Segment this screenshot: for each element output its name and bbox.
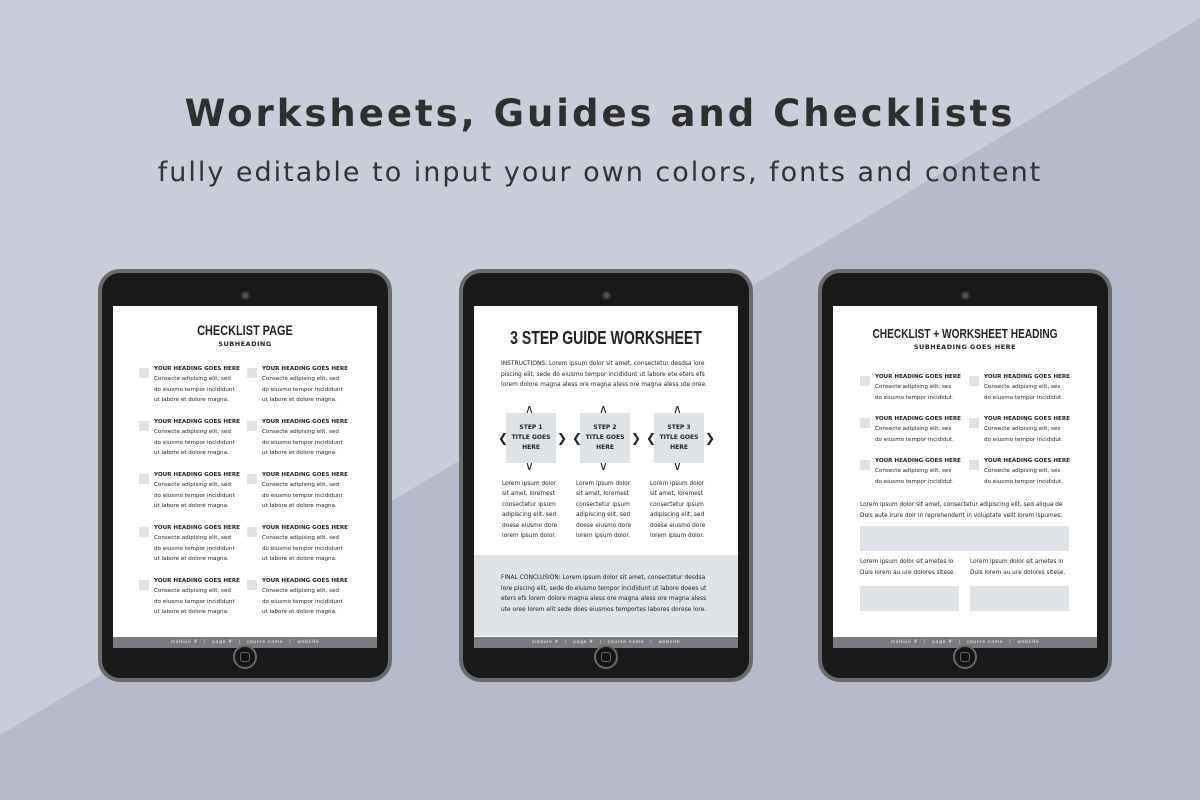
checklist-item [969,457,1079,487]
step-description-line: doese eiusmo dore [650,522,706,529]
footer-item: page # [212,640,233,645]
checklist-item [139,524,249,565]
tablet-checklist [98,269,392,682]
checklist-item [860,457,970,487]
checklist-item [139,365,249,406]
step-label-line: STEP 1 [519,424,543,431]
checklist-item [247,418,357,459]
hero-subtitle: fully editable to input your own colors, fonts and content [157,157,1043,188]
footer-separator: | [650,640,653,645]
item-line: Consecte adipising elit, ses [875,426,952,432]
checkbox[interactable] [139,474,149,484]
input-box[interactable] [970,586,1069,611]
instructions [501,359,721,391]
step-description-line: Lorem ipsum dolor [502,481,557,487]
item-line: Consecte adipising elit, sed [154,588,231,594]
item-heading: YOUR HEADING GOES HERE [262,472,348,478]
step-description-line: sit amet, loremest [502,491,555,498]
chevron-left-icon: ❮ [646,431,657,445]
item-line: do eiusmo tempor incididunt [154,439,235,446]
right-column-text [970,557,1070,578]
camera-icon [602,291,611,300]
footer-item: module # [531,640,559,645]
item-line: do eiusmo tempor incididunt [262,545,343,552]
home-button[interactable] [594,645,618,669]
footer-item: module # [170,640,198,645]
step-description-line: adipiscing elit, sed [502,512,557,519]
footer-item: course name [607,640,645,645]
item-line: Consecte adipising elit, sed [262,535,339,541]
paragraph-line: Duis lorem au ure dolores sitese. [970,569,1066,576]
item-heading: YOUR HEADING GOES HERE [875,458,961,464]
item-heading: YOUR HEADING GOES HERE [154,419,240,425]
step-description-line: adipiscing elit, sed [576,512,631,519]
item-line: do eiusmo tempor incididut. [875,394,954,401]
step-description-line: lorem ipsum dolor. [650,533,705,540]
step-description-line: sit amet, loremest [576,491,629,498]
step-description-line: consectetur ipsum [502,501,556,508]
step-label-line: HERE [596,444,614,451]
item-line: do eiusmo tempor incididunt [154,545,235,552]
step-label [512,423,551,453]
instructions-line: lorem dolore magna aless ore magna aless ore magna aless ute oree. [501,382,708,388]
item-line: Consecte adipising elit, ses [984,426,1061,432]
item-line: ut labore et dolore magna. [262,503,337,509]
item-line: do eiusmo tempor incididut. [875,478,954,485]
tablet-step-guide [459,269,753,682]
checklist-item-text [262,524,357,565]
footer-separator: | [599,640,602,645]
item-heading: YOUR HEADING GOES HERE [984,458,1070,464]
chevron-left-icon: ❮ [572,431,583,445]
chevron-right-icon: ❯ [705,431,716,445]
checklist-item [860,373,970,403]
chevron-up-icon: ∧ [525,402,534,416]
item-line: do eiusmo tempor incididunt [262,492,343,499]
paragraph-line: Lorem ipsum dolor sit amet, consectetur adipiscing elit, sed aliqua de [860,502,1063,508]
item-heading: YOUR HEADING GOES HERE [154,366,240,372]
checkbox[interactable] [969,376,979,386]
step-description-line: lorem ipsum dolor. [502,533,557,540]
step-label [586,423,625,453]
step-guide-screen [474,306,738,648]
checklist-item-text [875,457,970,487]
step-description [650,479,716,541]
footer-separator: | [924,640,927,645]
footer-item: course name [966,640,1004,645]
chevron-down-icon: ∨ [599,459,608,473]
checklist-worksheet-subheading: SUBHEADING GOES HERE [913,343,1017,351]
checklist-item [860,415,970,445]
item-line: Consecte adipising elit, sed [262,429,339,435]
paragraph-line: Duis lorem au ure dolores sitese. [860,569,956,576]
checkbox[interactable] [139,368,149,378]
checklist-item-text [984,457,1079,487]
item-line: Consecte adipising elit, sed [262,376,339,382]
item-line: Consecte adipising elit, ses [875,468,952,474]
chevron-right-icon: ❯ [631,431,642,445]
item-line: do eiusmo tempor incididut. [875,436,954,443]
step-description [502,479,568,541]
item-line: do eiusmo tempor incididunt [154,386,235,393]
checklist-item [247,524,357,565]
checklist-item-text [984,415,1079,445]
step-label-line: TITLE GOES [659,434,699,441]
checkbox[interactable] [860,376,870,386]
item-line: Consecte adipising elit, sed [262,588,339,594]
step-description-line: doese eiusmo dore [502,522,558,529]
step-label-line: HERE [670,444,688,451]
item-line: do eiusmo tempor incididut. [984,436,1063,443]
checklist-item [247,365,357,406]
item-line: do eiusmo tempor incididunt [154,492,235,499]
chevron-up-icon: ∧ [599,402,608,416]
chevron-right-icon: ❯ [557,431,568,445]
item-line: Consecte adipising elit, sed [154,482,231,488]
paragraph-line: Lorem ipsum dolor sit ametes lo [970,559,1064,565]
step-label-line: TITLE GOES [511,434,551,441]
conclusion-line: lore piscing elit, sede do eiusmo tempor incididunt ut labore doees ut [501,585,707,592]
conclusion-line: FINAL CONCLUSION: Lorem ipsum dolor sit amet, consectetur desdsa [501,575,706,581]
checkbox[interactable] [969,418,979,428]
checkbox[interactable] [139,527,149,537]
checklist-item-text [875,373,970,403]
chevron-down-icon: ∨ [525,459,534,473]
item-heading: YOUR HEADING GOES HERE [984,416,1070,422]
item-line: ut labore et dolore magna. [154,503,229,509]
hero-title: Worksheets, Guides and Checklists [184,92,1016,135]
footer-item: website [297,640,320,645]
item-heading: YOUR HEADING GOES HERE [875,374,961,380]
item-line: ut labore et dolore magna. [262,397,337,403]
item-heading: YOUR HEADING GOES HERE [984,374,1070,380]
checkbox[interactable] [860,460,870,470]
conclusion-line: eters efs lorem dolore magna aless ore magna aless ore magna aless [501,596,707,602]
step-description-line: consectetur ipsum [650,501,704,508]
item-heading: YOUR HEADING GOES HERE [262,419,348,425]
checkbox[interactable] [247,368,257,378]
item-line: Consecte adipising elit, sed [154,376,231,382]
checklist-item-text [262,418,357,459]
checklist-worksheet-screen [833,306,1097,648]
item-heading: YOUR HEADING GOES HERE [154,525,240,531]
footer-item: module # [890,640,918,645]
item-line: do eiusmo tempor incididunt [262,386,343,393]
footer-item: website [1017,640,1040,645]
step-label-line: STEP 3 [667,424,691,431]
item-line: Consecte adipising elit, sed [262,482,339,488]
item-heading: YOUR HEADING GOES HERE [262,366,348,372]
step-box [654,413,704,463]
footer-item: page # [573,640,594,645]
step-description-line: Lorem ipsum dolor [576,481,631,487]
tablet-checklist-worksheet [818,269,1112,682]
checkbox[interactable] [969,460,979,470]
input-box[interactable] [860,586,959,611]
final-conclusion [474,555,738,636]
checklist-item-text [154,365,249,406]
instructions-line: INSTRUCTIONS: Lorem ipsum dolor sit amet, consectetur desdsa lore [501,361,705,367]
step-guide-title: 3 STEP GUIDE WORKSHEET [510,328,702,348]
step-description-line: lorem ipsum dolor. [576,533,631,540]
footer-separator: | [1009,640,1012,645]
checklist-page-screen [113,306,377,648]
item-line: ut labore et dolore magna. [154,609,229,615]
item-line: ut labore et dolore magna. [262,609,337,615]
checkbox[interactable] [247,474,257,484]
checklist-worksheet-title: CHECKLIST + WORKSHEET HEADING [872,326,1058,341]
item-line: ut labore et dolore magna. [154,397,229,403]
step-box [506,413,556,463]
checklist-item-text [262,471,357,512]
checklist-item-text [154,418,249,459]
checklist-item [247,577,357,618]
checklist-item [139,471,249,512]
camera-icon [961,291,970,300]
footer-separator: | [238,640,241,645]
conclusion-line: ute oree lorem elit sede does eiusmos temportes labores dorese lore. [501,606,707,613]
item-heading: YOUR HEADING GOES HERE [262,578,348,584]
checklist-item [969,373,1079,403]
home-button[interactable] [233,645,257,669]
checkbox[interactable] [139,421,149,431]
checkbox[interactable] [860,418,870,428]
checklist-item-text [262,365,357,406]
item-heading: YOUR HEADING GOES HERE [154,472,240,478]
checkbox[interactable] [139,580,149,590]
checkbox[interactable] [247,580,257,590]
item-line: Consecte adipising elit, sed [154,429,231,435]
footer-item: course name [246,640,284,645]
item-line: Consecte adipising elit, ses [984,384,1061,390]
footer-separator: | [565,640,568,645]
checklist-page-title: CHECKLIST PAGE [197,322,293,338]
item-line: ut labore et dolore magna. [154,556,229,562]
item-line: Consecte adipising elit, ses [984,468,1061,474]
checklist-item [139,418,249,459]
step-description-line: adipiscing elit, sed [650,512,705,519]
step-label [660,423,699,453]
step-description-line: doese eiusmo dore [576,522,632,529]
footer-item: website [658,640,681,645]
paragraph-line: Duis aute irure dolr in reprehenderit in voluptate velit lorem ispumes. [860,512,1063,519]
item-line: ut labore et dolore magna. [262,556,337,562]
chevron-up-icon: ∧ [673,402,682,416]
checklist-item-text [875,415,970,445]
item-heading: YOUR HEADING GOES HERE [875,416,961,422]
footer-item: page # [932,640,953,645]
item-line: do eiusmo tempor incididunt [154,598,235,605]
checklist-item [969,415,1079,445]
left-column-text [860,557,960,578]
step-box [580,413,630,463]
input-box[interactable] [860,526,1069,551]
checklist-item-text [262,577,357,618]
step-description-line: Lorem ipsum dolor [650,481,705,487]
paragraph-line: Lorem ipsum dolor sit ametes lo [860,559,954,565]
checklist-item-text [154,577,249,618]
chevron-left-icon: ❮ [498,431,509,445]
checklist-page-subheading: SUBHEADING [218,340,272,348]
instructions-line: piscing elit, sede do eiusmo tempor incididunt ut labore ete eters efs [501,371,705,378]
item-line: do eiusmo tempor incididunt [262,598,343,605]
checklist-item [247,471,357,512]
step-label-line: TITLE GOES [585,434,625,441]
item-line: do eiusmo tempor incididut. [984,478,1063,485]
step-description-line: sit amet, loremest [650,491,703,498]
checklist-item-text [154,471,249,512]
item-heading: YOUR HEADING GOES HERE [154,578,240,584]
item-line: ut labore et dolore magna. [262,450,337,456]
checklist-item-text [984,373,1079,403]
item-line: Consecte adipising elit, sed [154,535,231,541]
item-line: ut labore et dolore magna. [154,450,229,456]
item-line: do eiusmo tempor incididunt [262,439,343,446]
home-button[interactable] [953,645,977,669]
step-label-line: HERE [522,444,540,451]
footer-separator: | [958,640,961,645]
item-line: do eiusmo tempor incididut. [984,394,1063,401]
item-line: Consecte adipising elit, ses [875,384,952,390]
checkbox[interactable] [247,421,257,431]
checklist-item-text [154,524,249,565]
camera-icon [241,291,250,300]
checklist-item [139,577,249,618]
footer-separator: | [204,640,207,645]
footer-separator: | [289,640,292,645]
chevron-down-icon: ∨ [673,459,682,473]
step-label-line: STEP 2 [593,424,617,431]
item-heading: YOUR HEADING GOES HERE [262,525,348,531]
step-description [576,479,642,541]
step-description-line: consectetur ipsum [576,501,630,508]
checkbox[interactable] [247,527,257,537]
paragraph [860,500,1075,521]
